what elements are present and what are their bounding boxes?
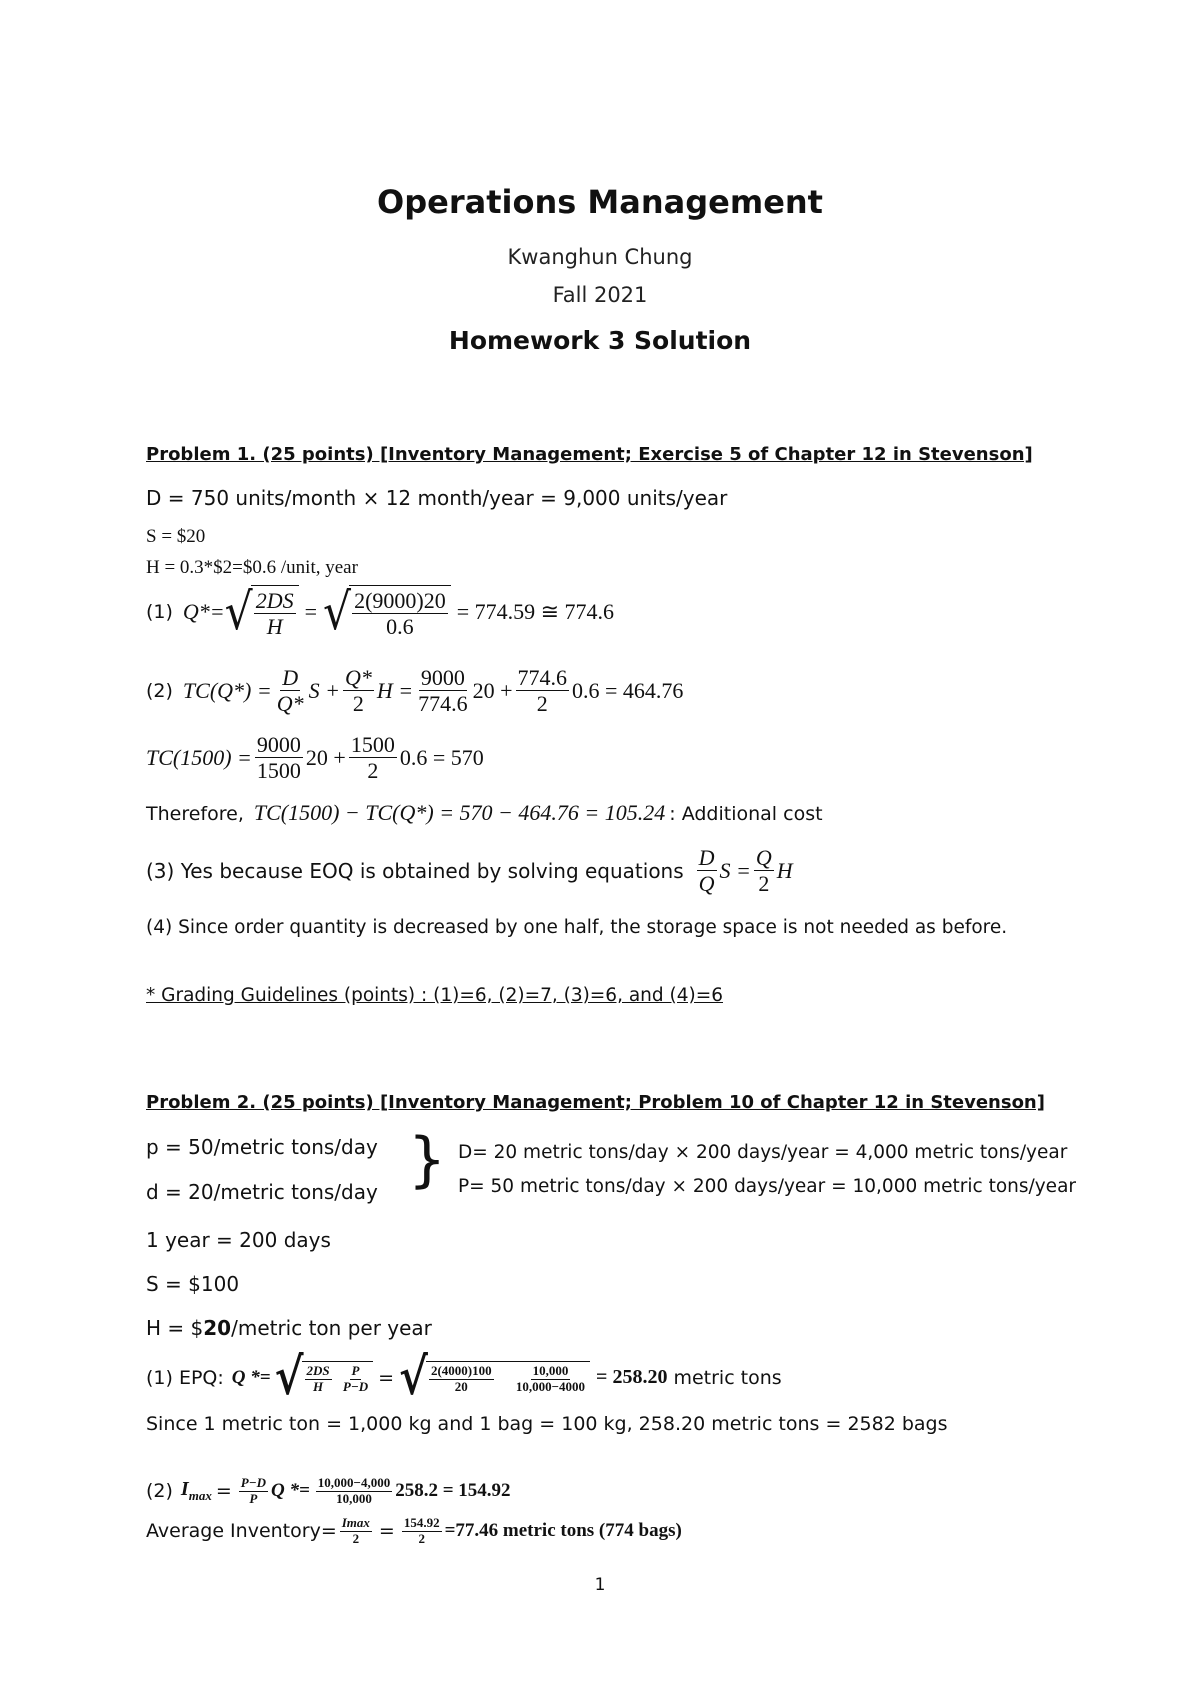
problem1-part4: (4) Since order quantity is decreased by one half, the storage space is not needed as before. [146, 917, 1008, 938]
frac-denominator: 10,000−4000 [515, 1378, 586, 1394]
problem1-total-cost-equation [146, 665, 683, 717]
frac-numerator: P [351, 1362, 360, 1378]
epq-unit: metric tons [673, 1366, 782, 1389]
equals-sign: = [215, 1480, 232, 1503]
frac-denominator: Q* [276, 691, 304, 717]
imax-symbol [181, 1478, 212, 1504]
problem1-eoq-equation: (1) Q*= √ $\frac{2DS}{H}$ = √ $\frac{2(9000)20}{0.6}$ = 774.59 ≅ 774.6 [146, 582, 615, 642]
frac-numerator: D [282, 665, 299, 690]
part-label: (2) [146, 1480, 173, 1503]
tc1500-lhs: TC(1500) = [146, 744, 252, 770]
frac-numerator: 1500 [350, 732, 395, 757]
problem2-year-days: 1 year = 200 days [146, 1228, 331, 1252]
frac-denominator: 2 [352, 1530, 360, 1546]
equals-sign: = [378, 1520, 395, 1543]
avg-result: =77.46 metric tons (774 bags) [444, 1520, 682, 1542]
homework-subtitle: Homework 3 Solution [448, 326, 752, 355]
frac-numerator: 774.6 [517, 665, 568, 690]
problem2-imax-equation [146, 1476, 511, 1507]
problem1-holding-cost: H = 0.3*$2=$0.6 /unit, year [146, 557, 358, 578]
frac-numerator: 2DS [255, 588, 294, 613]
frac-numerator: 2DS [306, 1362, 330, 1378]
author-name: Kwanghun Chung [507, 245, 693, 269]
frac-numerator: 10,000 [532, 1362, 569, 1378]
problem2-annual-demand: D= 20 metric tons/day × 200 days/year = 4,000 metric tons/year [458, 1142, 1068, 1163]
frac-numerator: 2(4000)100 [430, 1362, 492, 1378]
problem2-holding-cost [146, 1316, 432, 1340]
frac-denominator: P [249, 1490, 258, 1506]
holding-value: 20 [203, 1316, 232, 1340]
problem2-production-rate: p = 50/metric tons/day [146, 1135, 378, 1159]
tc-term: H = [376, 677, 414, 703]
frac-numerator: 9000 [420, 665, 465, 690]
problem2-heading: Problem 2. (25 points) [Inventory Management; Problem 10 of Chapter 12 in Stevenson] [146, 1092, 1045, 1113]
avg-label: Average Inventory= [146, 1520, 337, 1543]
part3-term: S = [719, 857, 751, 883]
frac-denominator: H [266, 614, 283, 640]
frac-numerator: D [698, 845, 715, 870]
frac-numerator: 2(9000)20 [354, 588, 446, 613]
frac-numerator: 10,000−4,000 [317, 1475, 391, 1490]
problem1-demand: D = 750 units/month × 12 month/year = 9,000 units/year [146, 486, 728, 510]
tc-term: 20 + [472, 677, 513, 703]
problem2-epq-equation: (1) EPQ: Q *= √ $\frac{2DS}{H}$ $\frac{P}{P-D}$ = √ $\frac{2(4000)100}{20}$ $\frac{10,000}{10,000-4000}$ = 258.20 metric tons [146, 1348, 782, 1407]
imax-result: 258.2 = 154.92 [395, 1480, 511, 1502]
part3-term: H [776, 857, 793, 883]
tc1500-result: 0.6 = 570 [399, 744, 484, 770]
frac-denominator: H [313, 1378, 324, 1394]
frac-numerator: Q [755, 845, 772, 870]
part-label: (2) [146, 679, 173, 702]
tc-term: S + [308, 677, 340, 703]
epq-label: (1) EPQ: [146, 1366, 224, 1389]
document-title: Operations Management [377, 183, 823, 221]
page-number: 1 [594, 1575, 606, 1595]
frac-denominator: 20 [454, 1378, 468, 1394]
frac-numerator: 154.92 [403, 1515, 440, 1530]
additional-cost-expression: TC(1500) − TC(Q*) = 570 − 464.76 = 105.24 [253, 800, 666, 825]
frac-denominator: 2 [536, 691, 548, 717]
term-label: Fall 2021 [552, 283, 648, 307]
problem2-demand-rate: d = 20/metric tons/day [146, 1180, 378, 1204]
frac-denominator: 2 [418, 1530, 425, 1546]
part3-text: (3) Yes because EOQ is obtained by solving equations [146, 858, 684, 883]
additional-cost-note: : Additional cost [669, 803, 823, 825]
frac-denominator: 2 [367, 758, 379, 784]
epq-result: = 258.20 [596, 1366, 668, 1388]
epq-lhs: Q *= [231, 1366, 271, 1388]
problem1-additional-cost [146, 800, 823, 826]
frac-numerator: Q* [344, 665, 372, 690]
brace-icon: } [408, 1125, 447, 1195]
tc-result: 0.6 = 464.76 [572, 677, 684, 703]
frac-denominator: 0.6 [386, 614, 414, 640]
frac-denominator: 2 [758, 871, 770, 897]
frac-denominator: 2 [352, 691, 364, 717]
frac-denominator: 774.6 [418, 691, 468, 717]
part-label: (1) [146, 601, 173, 624]
therefore-label: Therefore, [146, 803, 244, 825]
frac-denominator: P−D [342, 1378, 369, 1394]
holding-suffix: /metric ton per year [231, 1316, 432, 1340]
problem1-tc1500-equation [146, 732, 484, 784]
imax-term: Q *= [270, 1480, 310, 1502]
problem2-annual-production: P= 50 metric tons/day × 200 days/year = 10,000 metric tons/year [458, 1176, 1077, 1197]
problem2-average-inventory [146, 1516, 682, 1547]
imax-letter: I [180, 1478, 189, 1501]
frac-denominator: 10,000 [336, 1490, 372, 1506]
frac-numerator: P−D [240, 1475, 266, 1490]
equals-sign: = [304, 599, 318, 625]
holding-prefix: H = $ [146, 1316, 204, 1340]
equals-sign: = [378, 1366, 395, 1389]
problem2-setup-cost: S = $100 [146, 1272, 240, 1296]
eoq-lhs: Q*= [182, 599, 225, 625]
problem2-bags-conversion: Since 1 metric ton = 1,000 kg and 1 bag = 100 kg, 258.20 metric tons = 2582 bags [146, 1413, 948, 1435]
tc1500-term: 20 + [305, 744, 346, 770]
frac-numerator: 9000 [256, 732, 301, 757]
frac-denominator: 1500 [256, 758, 301, 784]
frac-numerator: Imax [341, 1515, 370, 1530]
problem1-heading: Problem 1. (25 points) [Inventory Management; Exercise 5 of Chapter 12 in Stevenson] [146, 444, 1033, 465]
grading-guidelines: * Grading Guidelines (points) : (1)=6, (2)=7, (3)=6, and (4)=6 [146, 985, 723, 1006]
problem1-part3 [146, 845, 793, 897]
problem1-setup-cost: S = $20 [146, 526, 206, 547]
tc-lhs: TC(Q*) = [182, 677, 272, 703]
eoq-result: = 774.59 ≅ 774.6 [456, 599, 615, 625]
imax-subscript: max [188, 1488, 212, 1504]
frac-denominator: Q [698, 871, 715, 897]
